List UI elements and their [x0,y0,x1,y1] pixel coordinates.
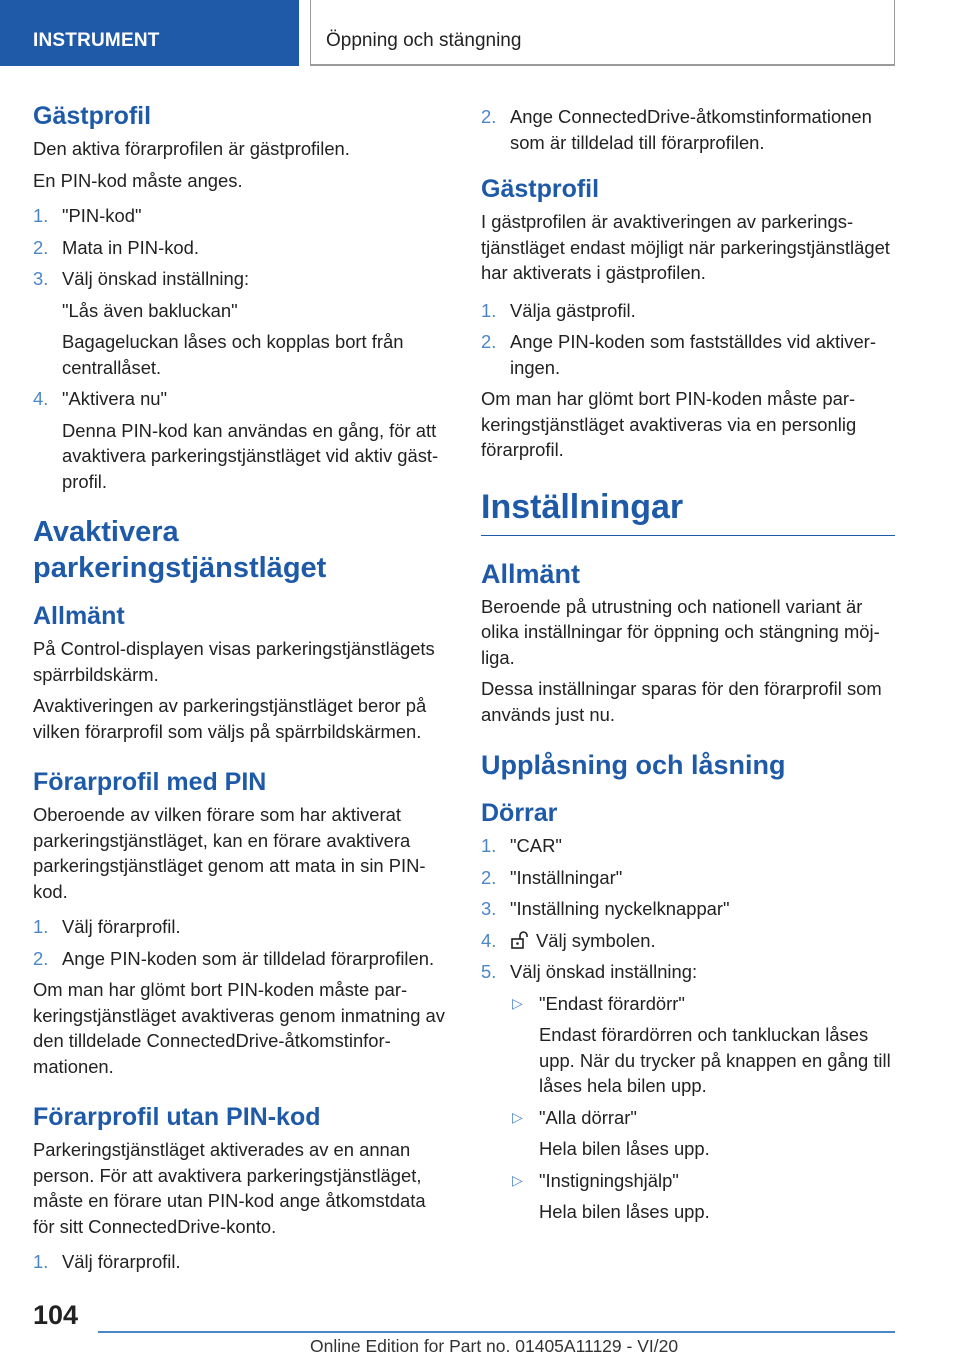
triangle-bullet-icon: ▷ [512,1108,523,1125]
header-underline [310,64,895,66]
step-list-nopin [33,1249,448,1275]
triangle-bullet-icon: ▷ [512,994,523,1011]
heading-installningar: Inställningar [481,485,895,536]
page-number: 104 [33,1300,79,1330]
header-divider [310,0,311,66]
list-item [481,896,895,922]
list-item [481,865,895,891]
triangle-bullet-icon: ▷ [512,1171,523,1188]
option-title: "Instigningshjälp" [539,1169,679,1191]
option-title: "Endast förardörr" [539,992,685,1014]
option-title: "Alla dörrar" [539,1106,637,1128]
step-number: 2. [481,866,497,888]
footer-edition: Online Edition for Part no. 01405A11129 - VI/20 [310,1336,679,1356]
step-text: Välj önskad inställning: [62,268,250,289]
step-text: "CAR" [510,835,562,856]
step-number: 2. [481,106,497,127]
list-item [481,104,895,155]
list-item [510,1168,895,1225]
step-text: Ange ConnectedDrive-åtkomstinformationen som är tilldelad till förarprofilen. [510,106,872,153]
step-number: 4. [481,929,497,951]
list-item [33,386,448,494]
step-list-dorrar [481,833,895,1225]
list-item [33,946,448,972]
step-number: 1. [481,835,497,856]
step-text: Mata in PIN-kod. [62,236,199,258]
step-text: Välj symbolen. [536,929,656,951]
list-item [481,298,895,324]
step-list-continued [481,104,895,155]
step-list-gast-right [481,298,895,381]
list-item [481,928,895,954]
step-number: 4. [33,388,49,409]
heading-avaktivera: Avaktivera parkeringstjänstläget [33,516,327,584]
page-header [0,0,960,66]
step-text: Ange PIN-koden som är tilldelad förarprofilen. [62,947,435,969]
step-text: Välj förarprofil. [62,916,181,937]
paragraph: Om man har glömt bort PIN-koden måste parkeringstjänstläget avaktiveras via en personlig förarprofil. [481,388,857,460]
step-text: "PIN-kod" [62,205,142,226]
step-number: 3. [481,898,497,919]
option-list [510,991,895,1225]
paragraph: Parkeringstjänstläget aktiverades av en annan person. För att avaktivera parkeringstjänstläget, måste en förare utan PIN-kod ange åtkomstdata för sitt ConnectedDrive-konto. [33,1139,426,1237]
paragraph: Avaktiveringen av parkeringstjänstläget beror på vilken förarprofil som väljs på spärrbildskärmen. [33,695,427,742]
paragraph: Om man har glömt bort PIN-koden måste parkeringstjänstläget avaktiveras genom inmatning av den tilldelade ConnectedDrive-åtkomstinformationen. [33,979,445,1077]
list-item [33,235,448,261]
step-number: 1. [33,1251,49,1272]
heading-allmant: Allmänt [481,558,581,589]
step-list-gast [33,203,448,494]
section-label: INSTRUMENT [33,30,160,51]
paragraph: I gästprofilen är avaktiveringen av parkeringstjänstläget endast möjligt när parkeringstjänstläget har aktiverats i gästprofilen. [481,211,890,283]
step-text: Välj önskad inställning: [510,961,698,982]
option-description: Hela bilen låses upp. [539,1138,710,1159]
step-number: 1. [33,205,49,226]
header-edge [894,0,895,66]
step-subtext: "Lås även bakluckan" [62,299,238,321]
step-text: "Inställning nyckelknappar" [510,898,730,919]
step-number: 3. [33,268,49,289]
heading-forarprofil-pin: Förarprofil med PIN [33,768,267,796]
step-subtext: Bagageluckan låses och kopplas bort från centrallåset. [62,331,404,378]
step-subtext: Denna PIN-kod kan användas en gång, för att avaktivera parkeringstjänstläget vid aktiv gästprofil. [62,419,439,492]
paragraph: Beroende på utrustning och nationell variant är olika inställningar för öppning och stängning möjliga. [481,595,880,668]
step-number: 5. [481,961,497,982]
step-number: 2. [33,236,49,258]
list-item [481,959,895,1225]
paragraph: På Control-displayen visas parkeringstjänstlägets spärrbildskärm. [33,638,435,685]
heading-allmant: Allmänt [33,602,125,630]
right-column [481,100,895,1231]
paragraph: Dessa inställningar sparas för den förarprofil som används just nu. [481,678,882,725]
step-number: 2. [481,331,497,352]
step-text: Välj förarprofil. [62,1251,181,1272]
step-number: 1. [33,916,49,937]
option-description: Hela bilen låses upp. [539,1201,710,1222]
unlock-icon [510,930,532,950]
list-item [33,914,448,940]
chapter-title: Öppning och stängning [326,30,522,51]
left-column [33,100,448,1281]
footer-rule [98,1331,895,1333]
step-text: "Inställningar" [510,866,623,888]
step-text: "Aktivera nu" [62,388,168,409]
heading-upplasning: Upplåsning och låsning [481,750,786,780]
list-item [481,329,895,380]
step-number: 2. [33,947,49,969]
step-number: 1. [481,299,497,321]
paragraph: Den aktiva förarprofilen är gästprofilen. [33,138,350,159]
step-text: Ange PIN-koden som fastställdes vid aktiveringen. [510,331,876,378]
list-item [481,833,895,859]
heading-dorrar: Dörrar [481,799,558,827]
paragraph: Oberoende av vilken förare som har aktiverat parkeringstjänstläget, kan en förare avaktivera parkeringstjänstläget genom att mata in sin PIN-kod. [33,804,426,902]
heading-gastprofil: Gästprofil [33,102,152,130]
list-item [510,1105,895,1162]
option-description: Endast förardörren och tankluckan låses upp. När du trycker på knappen en gång till låses hela bilen upp. [539,1024,891,1096]
list-item [33,1249,448,1275]
list-item [33,266,448,380]
heading-forarprofil-utan-pin: Förarprofil utan PIN-kod [33,1103,321,1131]
heading-gastprofil: Gästprofil [481,175,600,203]
list-item [510,991,895,1099]
step-text: Välja gästprofil. [510,299,636,321]
section-tab [0,0,299,66]
list-item [33,203,448,229]
paragraph: En PIN-kod måste anges. [33,169,243,191]
step-list-pin [33,914,448,971]
